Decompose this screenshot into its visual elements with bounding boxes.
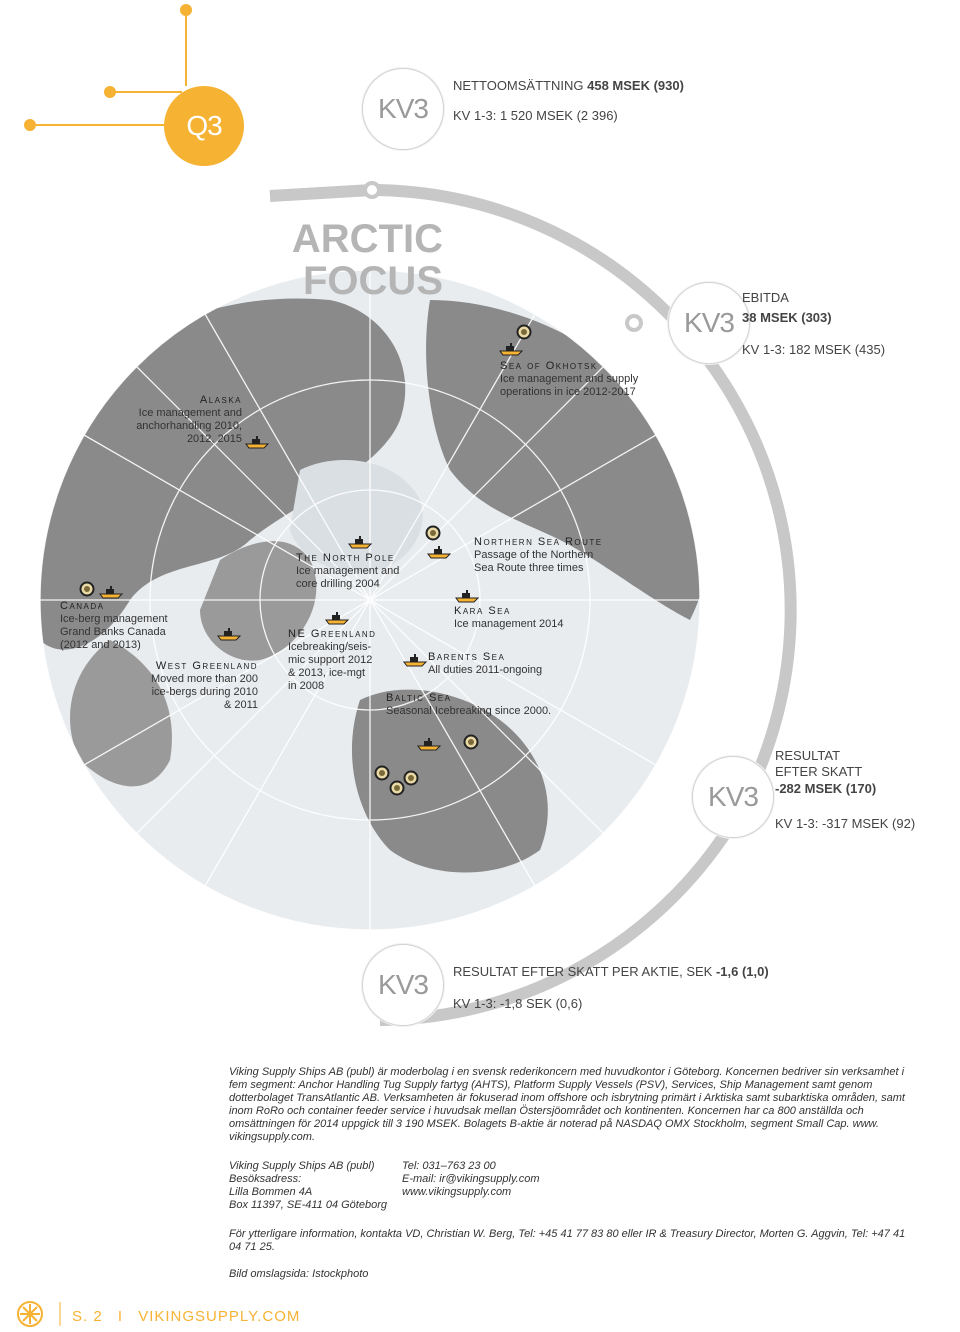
- region-text: Ice management and: [296, 565, 400, 577]
- contact-info: För ytterligare information, kontakta VD, Christian W. Berg, Tel: +45 41 77 83 80 eller IR & Treasury Director, Morten G. Aggvin, Tel: +47 41 04 71 25.: [229, 1228, 906, 1253]
- viking-logo-icon: [18, 1302, 42, 1326]
- medal-icon: [427, 527, 440, 540]
- visit-address-label: Besöksadress:: [229, 1173, 302, 1185]
- ebitda-value: 38 MSEK (303): [742, 310, 832, 325]
- medal-icon: [518, 326, 531, 339]
- postal-address: Box 11397, SE-411 04 Göteborg: [229, 1199, 387, 1211]
- ship-icon: [456, 590, 478, 602]
- region-name: Baltic Sea: [386, 692, 452, 704]
- result-value: -282 MSEK (170): [775, 781, 877, 796]
- region-name: Barents Sea: [428, 651, 506, 663]
- region-text: Seasonal Icebreaking since 2000.: [386, 705, 552, 717]
- site-link: VIKINGSUPPLY.COM: [138, 1308, 301, 1325]
- region-name: Alaska: [199, 394, 242, 406]
- region-text: anchorhandling 2010,: [136, 420, 242, 432]
- region-name: NE Greenland: [288, 628, 377, 640]
- ship-icon: [428, 546, 450, 558]
- region-name: Northern Sea Route: [474, 536, 603, 548]
- address-block: [229, 1160, 387, 1212]
- ship-icon: [326, 612, 348, 624]
- eps-value: -1,6 (1,0): [715, 964, 769, 979]
- result-ytd: KV 1-3: -317 MSEK (92): [775, 816, 916, 831]
- medal-icon: [81, 583, 94, 596]
- result-label-1: RESULTAT: [775, 748, 841, 763]
- region-text: Ice-berg management: [60, 613, 168, 625]
- contact-block: [402, 1160, 540, 1199]
- ebitda-ytd: KV 1-3: 182 MSEK (435): [742, 342, 886, 357]
- kv3-label: KV3: [378, 969, 428, 1000]
- region-text: ice-bergs during 2010: [151, 686, 258, 698]
- region-name: Kara Sea: [454, 605, 511, 617]
- region-text: mic support 2012: [288, 654, 373, 666]
- email: E-mail: ir@vikingsupply.com: [402, 1173, 540, 1185]
- quarter-label: Q3: [186, 110, 222, 141]
- region-text: Grand Banks Canada: [60, 626, 166, 638]
- region-text: in 2008: [288, 680, 325, 692]
- region-name: Canada: [60, 600, 105, 612]
- region-text: Ice management and: [138, 407, 242, 419]
- ship-icon: [218, 628, 240, 640]
- region-text: & 2011: [223, 699, 258, 711]
- ship-icon: [246, 436, 268, 448]
- cover-credit: Bild omslagsida: Istockphoto: [229, 1268, 369, 1280]
- medal-icon: [376, 767, 389, 780]
- net-sales-label: NETTOOMSÄTTNING: [453, 78, 588, 93]
- region-text: Icebreaking/seis-: [288, 641, 372, 653]
- kv3-label: KV3: [378, 93, 428, 124]
- net-sales-value: 458 MSEK (930): [587, 78, 684, 93]
- ebitda-label: EBITDA: [742, 290, 789, 305]
- region-text: Ice management 2014: [454, 618, 564, 630]
- street-address: Lilla Bommen 4A: [229, 1186, 313, 1198]
- region-text: 2012, 2015: [186, 433, 242, 445]
- region-text: core drilling 2004: [296, 578, 380, 590]
- website: www.vikingsupply.com: [402, 1186, 512, 1198]
- net-sales-ytd: KV 1-3: 1 520 MSEK (2 396): [453, 108, 618, 123]
- medal-icon: [405, 772, 418, 785]
- kv3-label: KV3: [684, 307, 734, 338]
- page-number: S. 2: [72, 1308, 103, 1325]
- ship-icon: [500, 343, 522, 355]
- separator: I: [117, 1308, 124, 1325]
- eps-label: RESULTAT EFTER SKATT PER AKTIE, SEK: [453, 964, 716, 979]
- region-name: Sea of Okhotsk: [500, 360, 598, 372]
- medal-icon: [465, 736, 478, 749]
- region-text: & 2013, ice-mgt: [288, 667, 366, 679]
- medal-icon: [391, 782, 404, 795]
- ship-icon: [100, 586, 122, 598]
- region-text: operations in ice 2012-2017: [500, 386, 636, 398]
- phone: Tel: 031–763 23 00: [402, 1160, 496, 1172]
- region-text: All duties 2011-ongoing: [428, 664, 543, 676]
- region-text: (2012 and 2013): [60, 639, 141, 651]
- page-footer: [72, 1308, 300, 1325]
- company-description: Viking Supply Ships AB (publ) är moderbolag i en svensk rederikoncern med huvudkontor i Göteborg. Koncernen bedriver sin verksamhet i fem segment: Anchor Handling Tug Supply fartyg (AHTS), Platform Supply Vessels (PSV), Services, Ship Management samt genom dotterbolaget TransAtlantic AB. Verksamheten är fokuserad inom offshore och isbrytning primärt i Arktiska samt subarktiska områden, samt inom RoRo och container feeder service i huvudsak mellan Östersjöområdet och kontinenten. Koncernen har ca 800 anställda och omsättningen för 2014 uppgick till 3 190 MSEK. Bolagets B-aktie är noterad på NASDAQ OMX Stockholm, segment Small Cap. www. vikingsupply.com.: [229, 1066, 905, 1143]
- region-name: West Greenland: [155, 660, 258, 672]
- kv3-label: KV3: [708, 781, 758, 812]
- region-text: Sea Route three times: [474, 562, 584, 574]
- title-line-2: FOCUS: [303, 259, 443, 303]
- company-name: Viking Supply Ships AB (publ): [229, 1160, 375, 1172]
- title-line-1: ARCTIC: [291, 217, 443, 261]
- region-text: Ice management and supply: [500, 373, 639, 385]
- ship-icon: [404, 654, 426, 666]
- result-label-2: EFTER SKATT: [775, 764, 863, 779]
- ship-icon: [349, 536, 371, 548]
- ship-icon: [418, 738, 440, 750]
- region-name: The North Pole: [296, 552, 395, 564]
- eps-ytd: KV 1-3: -1,8 SEK (0,6): [453, 996, 583, 1011]
- region-text: Moved more than 200: [150, 673, 258, 685]
- region-text: Passage of the Northern: [474, 549, 594, 561]
